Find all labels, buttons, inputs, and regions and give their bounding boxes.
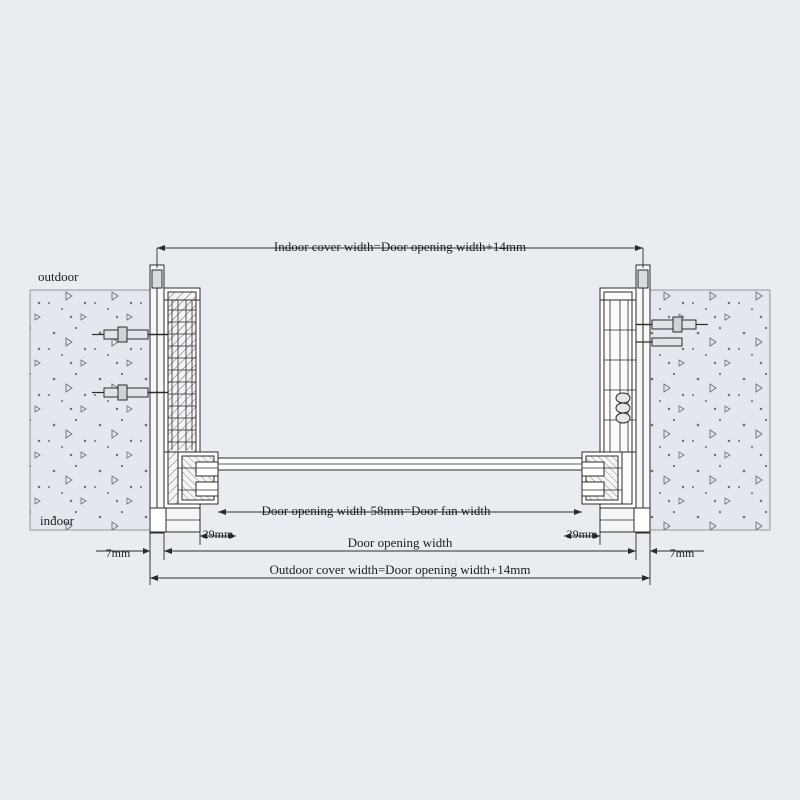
label-outdoor-cover-width: Outdoor cover width=Door opening width+14mm [269,562,531,577]
wall-left [30,290,150,530]
label-right-29mm: 29mm [566,527,598,541]
label-door-opening-width: Door opening width [347,535,453,550]
label-left-7mm: 7mm [105,546,131,560]
label-left-29mm: 29mm [202,527,234,541]
label-indoor: indoor [40,513,74,528]
hinge-detail [616,393,630,423]
label-right-7mm: 7mm [669,546,695,560]
door-leaf [218,458,582,470]
label-outdoor: outdoor [38,269,79,284]
label-door-fan-width: Door opening width-58mm=Door fan width [261,503,491,518]
label-indoor-cover-width: Indoor cover width=Door opening width+14mm [273,239,527,254]
